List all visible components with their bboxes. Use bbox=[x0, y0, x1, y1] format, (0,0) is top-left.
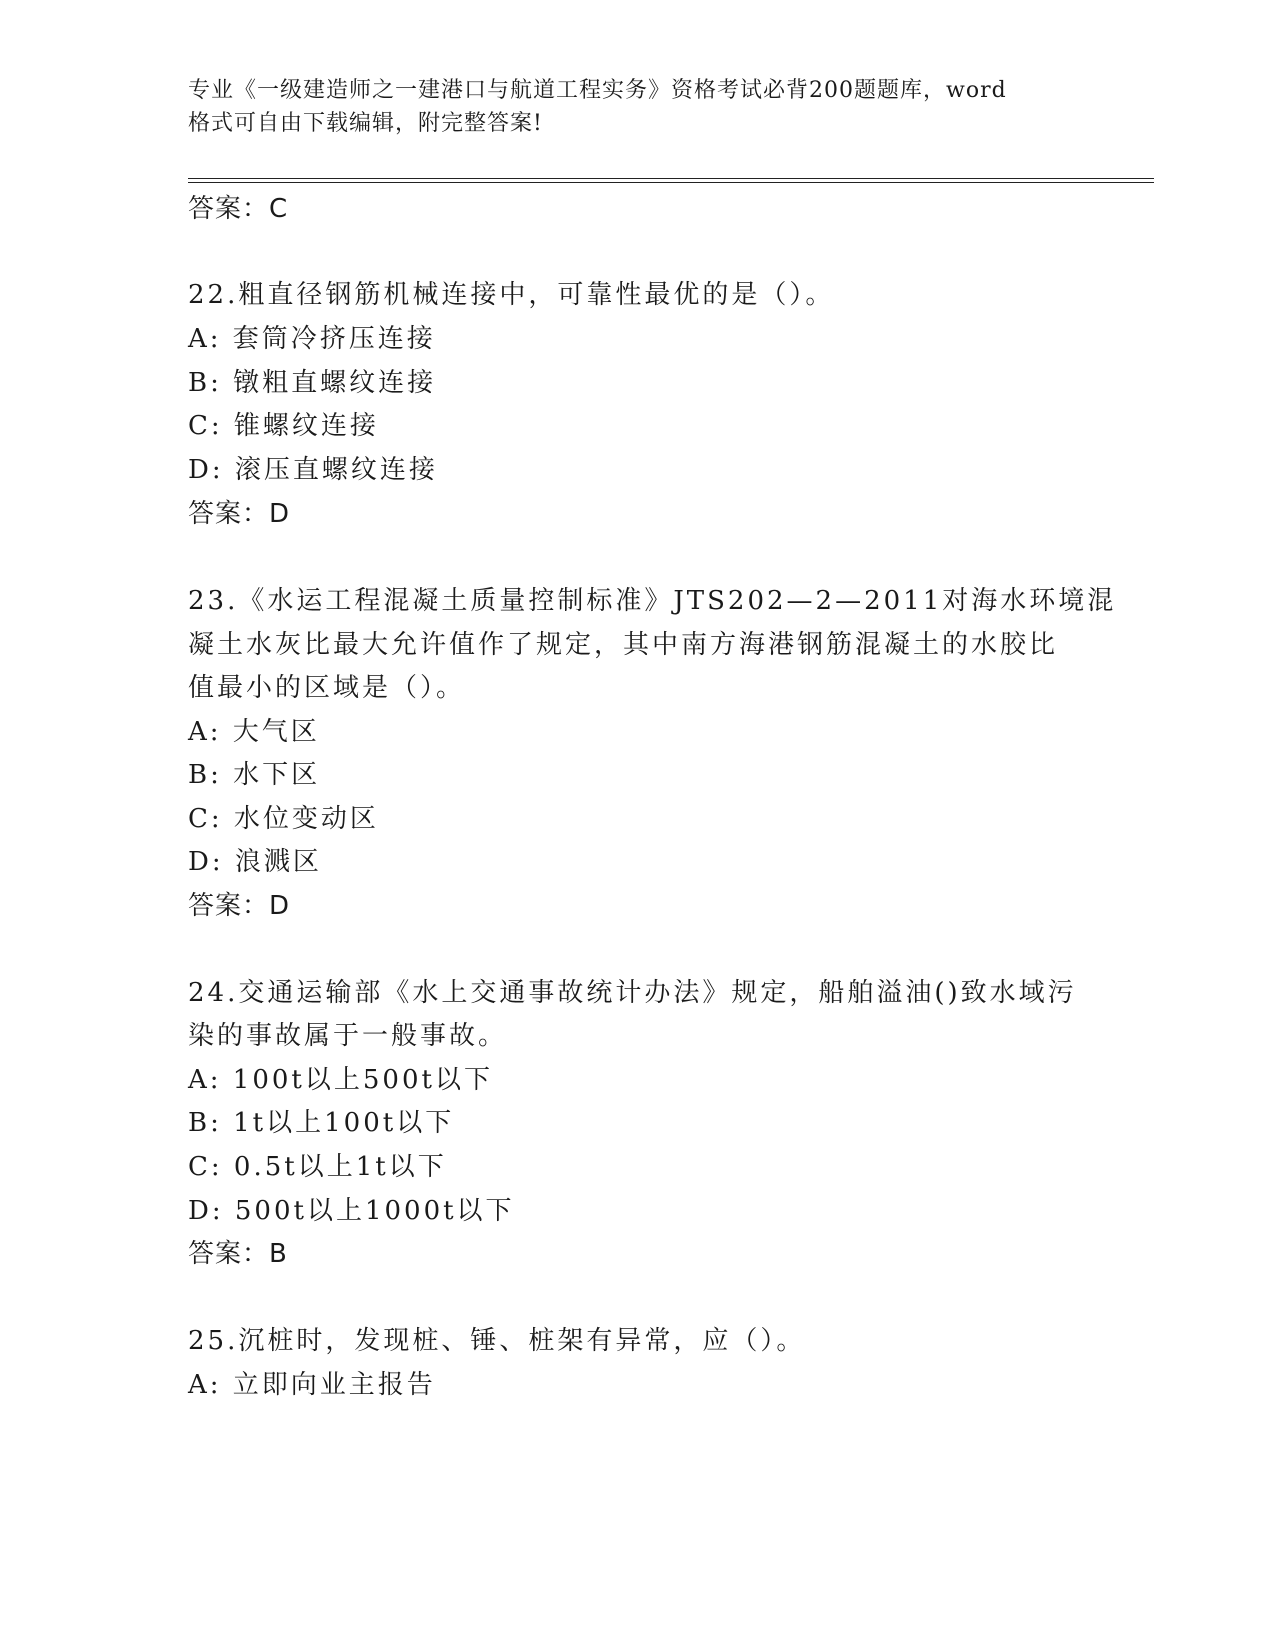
question-23-answer: 答案：D bbox=[188, 891, 291, 921]
header-line-1: 专业《一级建造师之一建港口与航道工程实务》资格考试必背200题题库，word bbox=[188, 78, 1007, 103]
question-25-option-a: A: 立即向业主报告 bbox=[188, 1370, 436, 1400]
question-22-answer: 答案：D bbox=[188, 499, 291, 529]
question-23-stem-line-3: 值最小的区域是（）。 bbox=[188, 673, 466, 703]
question-23-option-a: A: 大气区 bbox=[188, 717, 320, 747]
question-23-stem-line-2: 凝土水灰比最大允许值作了规定，其中南方海港钢筋混凝土的水胶比 bbox=[188, 630, 1059, 660]
question-22-stem: 22.粗直径钢筋机械连接中，可靠性最优的是（）。 bbox=[188, 280, 835, 310]
header-line-2: 格式可自由下载编辑，附完整答案! bbox=[188, 111, 543, 136]
question-23-option-b: B: 水下区 bbox=[188, 760, 321, 790]
question-24-answer: 答案：B bbox=[188, 1239, 288, 1269]
document-header bbox=[188, 74, 1068, 140]
question-23-option-c: C: 水位变动区 bbox=[188, 804, 379, 834]
question-25-stem: 25.沉桩时，发现桩、锤、桩架有异常，应（）。 bbox=[188, 1326, 806, 1356]
question-22-option-c: C: 锥螺纹连接 bbox=[188, 411, 379, 441]
question-23-option-d: D: 浪溅区 bbox=[188, 847, 322, 877]
previous-answer: 答案：C bbox=[188, 194, 289, 224]
question-24-option-c: C: 0.5t以上1t以下 bbox=[188, 1152, 447, 1182]
question-22-option-d: D: 滚压直螺纹连接 bbox=[188, 455, 438, 485]
question-23-stem-line-1: 23.《水运工程混凝土质量控制标准》JTS202—2—2011对海水环境混 bbox=[188, 586, 1117, 616]
question-24-option-a: A: 100t以上500t以下 bbox=[188, 1065, 493, 1095]
header-divider-bottom bbox=[188, 182, 1154, 183]
question-24-stem-line-1: 24.交通运输部《水上交通事故统计办法》规定，船舶溢油()致水域污 bbox=[188, 978, 1077, 1008]
question-24-stem-line-2: 染的事故属于一般事故。 bbox=[188, 1021, 508, 1051]
question-24-option-d: D: 500t以上1000t以下 bbox=[188, 1196, 515, 1226]
question-24-option-b: B: 1t以上100t以下 bbox=[188, 1108, 455, 1138]
question-22-option-a: A: 套筒冷挤压连接 bbox=[188, 324, 436, 354]
header-divider-top bbox=[188, 178, 1154, 179]
question-22-option-b: B: 镦粗直螺纹连接 bbox=[188, 368, 437, 398]
